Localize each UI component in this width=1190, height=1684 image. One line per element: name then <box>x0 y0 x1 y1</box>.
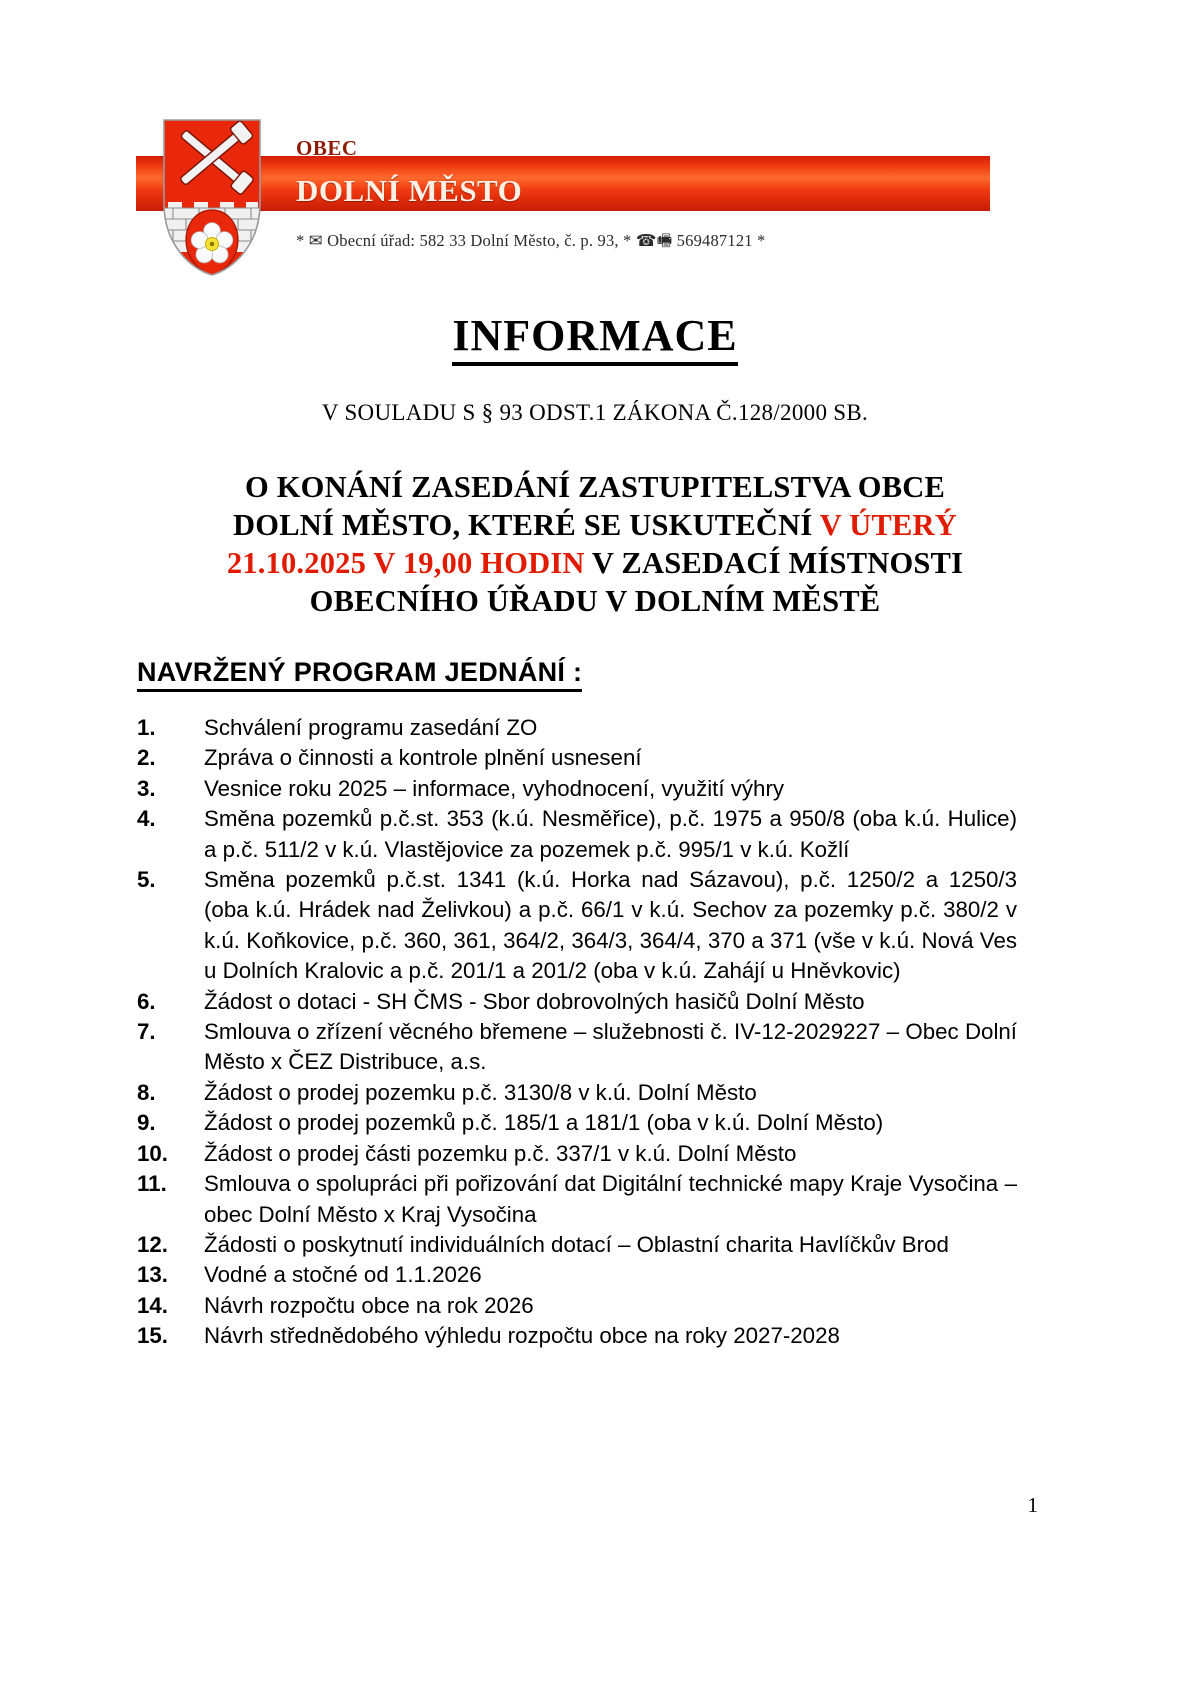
agenda-item-text: Směna pozemků p.č.st. 353 (k.ú. Nesměřice), p.č. 1975 a 950/8 (oba k.ú. Hulice) a p.č. 511/2 v k.ú. Vlastějovice za pozemek p.č. 995/1 v k.ú. Kožlí <box>204 806 1017 862</box>
agenda-item-number: 7. <box>137 1019 156 1045</box>
agenda-item-number: 12. <box>137 1231 168 1257</box>
agenda-item <box>137 1230 1017 1260</box>
announcement-day-highlight: V ÚTERÝ <box>819 508 957 542</box>
page-title-text: INFORMACE <box>452 311 737 366</box>
law-reference: V SOULADU S § 93 ODST.1 ZÁKONA Č.128/2000 SB. <box>321 400 869 425</box>
contact-line: * ✉ Obecní úřad: 582 33 Dolní Město, č. p. 93, * ☎🖷 569487121 * <box>296 231 766 250</box>
agenda-item-number: 6. <box>137 988 156 1014</box>
agenda-item <box>137 1169 1017 1230</box>
agenda-list <box>137 713 1017 1352</box>
agenda-item-text: Žádost o prodej pozemků p.č. 185/1 a 181/1 (oba v k.ú. Dolní Město) <box>204 1110 884 1136</box>
agenda-item-number: 11. <box>137 1171 167 1197</box>
agenda-item-text: Smlouva o zřízení věcného břemene – služebnosti č. IV-12-2029227 – Obec Dolní Město x ČEZ Distribuce, a.s. <box>204 1019 1017 1075</box>
agenda-item-number: 8. <box>137 1079 156 1105</box>
agenda-item-text: Směna pozemků p.č.st. 1341 (k.ú. Horka nad Sázavou), p.č. 1250/2 a 1250/3 (oba k.ú. Hrádek nad Želivkou) a p.č. 66/1 v k.ú. Sechov za pozemky p.č. 380/2 v k.ú. Koňkovice, p.č. 360, 361, 364/2, 364/3, 364/4, 370 a 371 (vše v k.ú. Nová Ves u Dolních Kralovic a p.č. 201/1 a 201/2 (oba v k.ú. Zahájí u Hněvkovic) <box>204 867 1017 984</box>
agenda-item <box>137 1078 1017 1108</box>
agenda-item-number: 5. <box>137 867 156 893</box>
agenda-item <box>137 804 1017 865</box>
agenda-item-number: 14. <box>137 1292 168 1318</box>
coat-of-arms-icon <box>160 118 264 278</box>
letterhead-text <box>296 118 996 257</box>
agenda-item <box>137 713 1017 743</box>
agenda-item-text: Smlouva o spolupráci při pořizování dat Digitální technické mapy Kraje Vysočina – obec Dolní Město x Kraj Vysočina <box>204 1171 1017 1227</box>
agenda-item <box>137 1108 1017 1138</box>
agenda-item <box>137 1139 1017 1169</box>
announcement-line-3-black: V ZASEDACÍ MÍSTNOSTI <box>584 546 964 580</box>
agenda-item-text: Žádosti o poskytnutí individuálních dotací – Oblastní charita Havlíčkův Brod <box>204 1231 949 1257</box>
agenda-item-number: 1. <box>137 715 156 740</box>
agenda-item-text: Žádost o prodej části pozemku p.č. 337/1 v k.ú. Dolní Město <box>204 1140 797 1166</box>
agenda-item-number: 15. <box>137 1323 168 1349</box>
obec-label: OBEC <box>296 136 358 160</box>
agenda-item-number: 9. <box>137 1110 156 1136</box>
agenda-item-number: 10. <box>137 1140 168 1166</box>
announcement-line-2 <box>140 506 1050 544</box>
announcement-line-1: O KONÁNÍ ZASEDÁNÍ ZASTUPITELSTVA OBCE <box>244 470 946 504</box>
agenda-item-text: Zpráva o činnosti a kontrole plnění usnesení <box>204 745 642 771</box>
agenda-item-text: Návrh rozpočtu obce na rok 2026 <box>204 1292 534 1318</box>
announcement-line-3 <box>140 544 1050 582</box>
agenda-item <box>137 1291 1017 1321</box>
announcement-block <box>140 468 1050 620</box>
agenda-item-number: 4. <box>137 806 156 832</box>
agenda-heading-text: NAVRŽENÝ PROGRAM JEDNÁNÍ : <box>137 657 582 692</box>
agenda-item <box>137 1260 1017 1290</box>
agenda-item-text: Žádost o dotaci - SH ČMS - Sbor dobrovolných hasičů Dolní Město <box>204 988 865 1014</box>
agenda-item <box>137 1321 1017 1351</box>
agenda-item-text: Žádost o prodej pozemku p.č. 3130/8 v k.ú. Dolní Město <box>204 1079 757 1105</box>
announcement-datetime-highlight: 21.10.2025 V 19,00 HODIN <box>226 546 585 580</box>
agenda-item-text: Vesnice roku 2025 – informace, vyhodnocení, využití výhry <box>204 775 785 801</box>
agenda-item-text: Vodné a stočné od 1.1.2026 <box>204 1262 482 1288</box>
letterhead <box>136 118 996 280</box>
agenda-heading <box>137 657 582 688</box>
announcement-line-4: OBECNÍHO ÚŘADU V DOLNÍM MĚSTĚ <box>309 584 881 618</box>
agenda-item-number: 3. <box>137 775 156 801</box>
agenda-item-number: 13. <box>137 1262 168 1288</box>
town-name: DOLNÍ MĚSTO <box>296 173 523 208</box>
agenda-item-text: Schválení programu zasedání ZO <box>204 715 538 740</box>
agenda-item <box>137 1017 1017 1078</box>
agenda-item-text: Návrh střednědobého výhledu rozpočtu obce na roky 2027-2028 <box>204 1323 840 1349</box>
announcement-line-2-black: DOLNÍ MĚSTO, KTERÉ SE USKUTEČNÍ <box>233 508 820 542</box>
page-title <box>0 310 1190 361</box>
agenda-item-number: 2. <box>137 745 156 771</box>
agenda-item <box>137 774 1017 804</box>
agenda-item <box>137 987 1017 1017</box>
agenda-item <box>137 743 1017 773</box>
page-number: 1 <box>1027 1493 1038 1517</box>
agenda-item <box>137 865 1017 987</box>
